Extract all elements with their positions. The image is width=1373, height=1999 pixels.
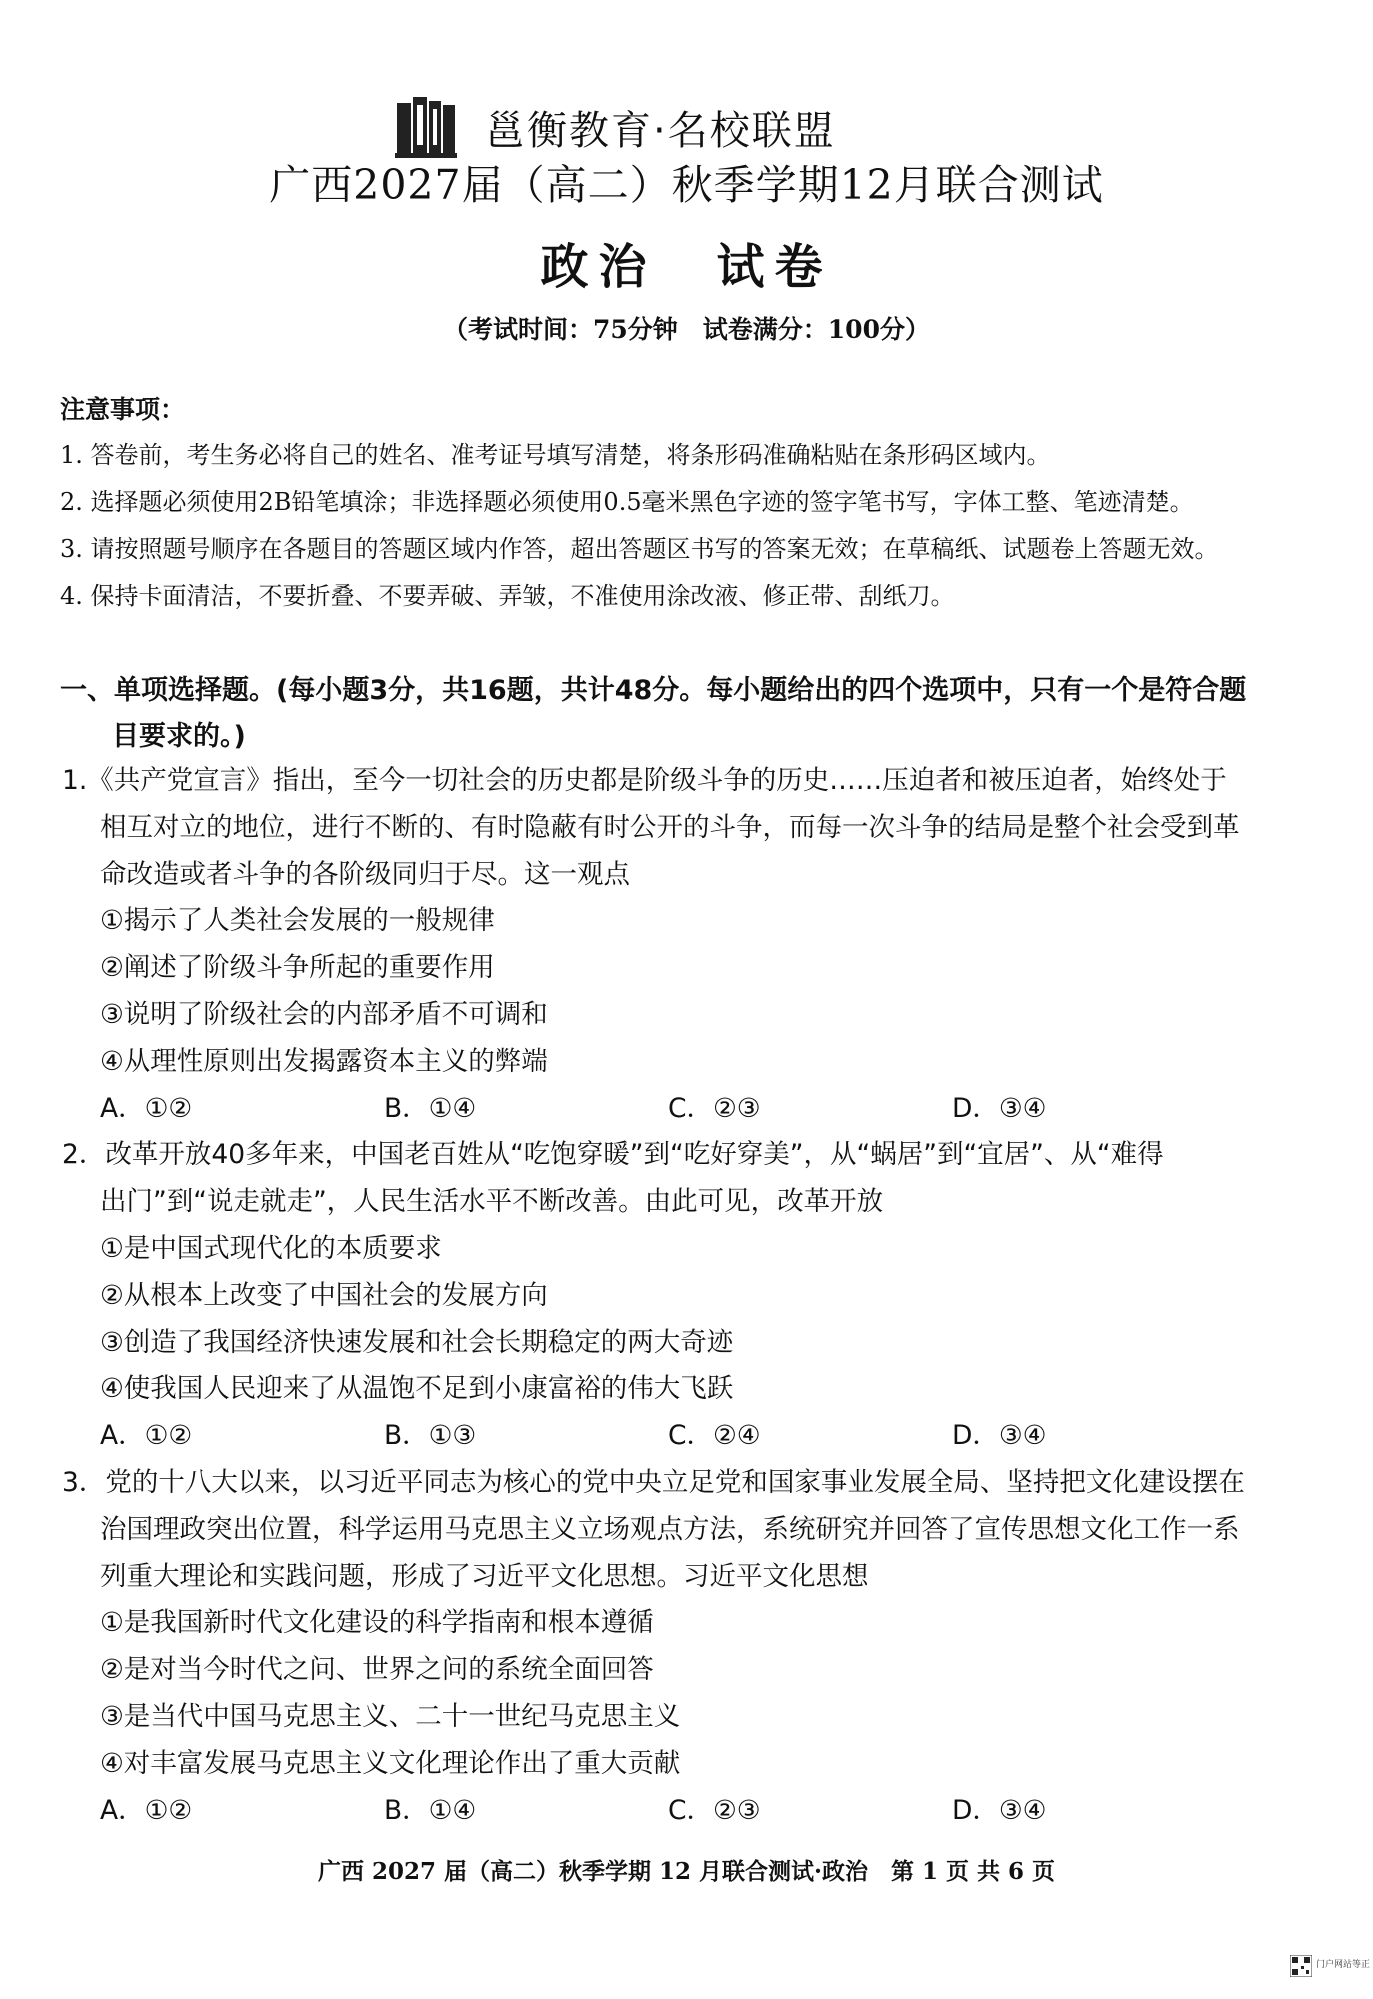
- note-item: 3. 请按照题号顺序在各题目的答题区域内作答，超出答题区书写的答案无效；在草稿纸、试题卷上答题无效。: [60, 535, 1219, 563]
- question-stem-line: 相互对立的地位，进行不断的、有时隐蔽有时公开的斗争，而每一次斗争的结局是整个社会受到革: [100, 811, 1240, 843]
- option-b: B．①④: [384, 1092, 477, 1124]
- statement-item: ④从理性原则出发揭露资本主义的弊端: [100, 1045, 548, 1077]
- question-1: [62, 758, 1327, 1132]
- statement-item: ④使我国人民迎来了从温饱不足到小康富裕的伟大飞跃: [100, 1373, 734, 1405]
- statement-item: ②从根本上改变了中国社会的发展方向: [100, 1279, 548, 1311]
- option-a: A．①②: [100, 1794, 193, 1826]
- statement-item: ①是中国式现代化的本质要求: [100, 1232, 442, 1264]
- notes-heading: 注意事项：: [60, 395, 186, 424]
- answer-options: [62, 1788, 1327, 1835]
- question-stem-line: 命改造或者斗争的各阶级同归于尽。这一观点: [100, 858, 630, 890]
- watermark-text: 门户网站等正: [1316, 1960, 1371, 1970]
- section-heading: [60, 668, 1330, 760]
- option-d: D．③④: [952, 1420, 1047, 1452]
- answer-options: [62, 1086, 1327, 1133]
- notes-block: [60, 390, 1320, 628]
- statement-item: ③是当代中国马克思主义、二十一世纪马克思主义: [100, 1700, 681, 1732]
- exam-meta: （考试时间：75分钟 试卷满分：100分）: [443, 315, 930, 344]
- statement-item: ①是我国新时代文化建设的科学指南和根本遵循: [100, 1607, 654, 1639]
- option-a: A．①②: [100, 1092, 193, 1124]
- section-heading-line: 一、单项选择题。(每小题3分，共16题，共计48分。每小题给出的四个选项中，只有一个是符合题: [60, 675, 1247, 706]
- question-2: [62, 1132, 1327, 1460]
- question-stem-line: 列重大理论和实践问题，形成了习近平文化思想。习近平文化思想: [100, 1560, 869, 1592]
- statement-item: ①揭示了人类社会发展的一般规律: [100, 905, 495, 937]
- option-c: C．②③: [668, 1092, 761, 1124]
- option-d: D．③④: [952, 1092, 1047, 1124]
- qr-code-icon: [1290, 1955, 1312, 1977]
- statement-item: ②阐述了阶级斗争所起的重要作用: [100, 952, 495, 984]
- books-logo-icon: [395, 95, 457, 159]
- org-name: 邕衡教育·名校联盟: [485, 107, 836, 154]
- subject-name: 政治: [540, 239, 657, 295]
- note-item: 1. 答卷前，考生务必将自己的姓名、准考证号填写清楚，将条形码准确粘贴在条形码区域内。: [60, 441, 1051, 469]
- question-stem-line: 2．改革开放40多年来，中国老百姓从“吃饱穿暖”到“吃好穿美”，从“蜗居”到“宜居”、从“难得: [62, 1139, 1164, 1171]
- question-stem-line: 出门”到“说走就走”，人民生活水平不断改善。由此可见，改革开放: [100, 1186, 884, 1218]
- note-item: 2. 选择题必须使用2B铅笔填涂；非选择题必须使用0.5毫米黑色字迹的签字笔书写，字体工整、笔迹清楚。: [60, 488, 1194, 516]
- option-b: B．①④: [384, 1794, 477, 1826]
- option-d: D．③④: [952, 1794, 1047, 1826]
- statement-item: ②是对当今时代之问、世界之问的系统全面回答: [100, 1654, 654, 1686]
- question-stem-line: 3．党的十八大以来，以习近平同志为核心的党中央立足党和国家事业发展全局、坚持把文化建设摆在: [62, 1466, 1245, 1498]
- section-heading-line: 目要求的。): [112, 721, 246, 752]
- option-c: C．②④: [668, 1420, 761, 1452]
- question-3: [62, 1460, 1327, 1834]
- question-stem-line: 1.《共产党宣言》指出，至今一切社会的历史都是阶级斗争的历史……压迫者和被压迫者，始终处于: [62, 765, 1227, 796]
- statement-item: ④对丰富发展马克思主义文化理论作出了重大贡献: [100, 1747, 681, 1779]
- page-footer: 广西 2027 届（高二）秋季学期 12 月联合测试·政治 第 1 页 共 6 页: [317, 1858, 1056, 1885]
- note-item: 4. 保持卡面清洁，不要折叠、不要弄破、弄皱，不准使用涂改液、修正带、刮纸刀。: [60, 582, 955, 610]
- question-list: [62, 758, 1327, 1834]
- answer-options: [62, 1413, 1327, 1460]
- option-a: A．①②: [100, 1420, 193, 1452]
- option-c: C．②③: [668, 1794, 761, 1826]
- option-b: B．①③: [384, 1420, 477, 1452]
- question-stem-line: 治国理政突出位置，科学运用马克思主义立场观点方法，系统研究并回答了宣传思想文化工作一系: [100, 1513, 1240, 1545]
- paper-label: 试卷: [716, 239, 833, 295]
- subject-title: [0, 228, 1373, 297]
- exam-title: 广西2027届（高二）秋季学期12月联合测试: [269, 161, 1104, 209]
- statement-item: ③创造了我国经济快速发展和社会长期稳定的两大奇迹: [100, 1326, 734, 1358]
- statement-item: ③说明了阶级社会的内部矛盾不可调和: [100, 998, 548, 1030]
